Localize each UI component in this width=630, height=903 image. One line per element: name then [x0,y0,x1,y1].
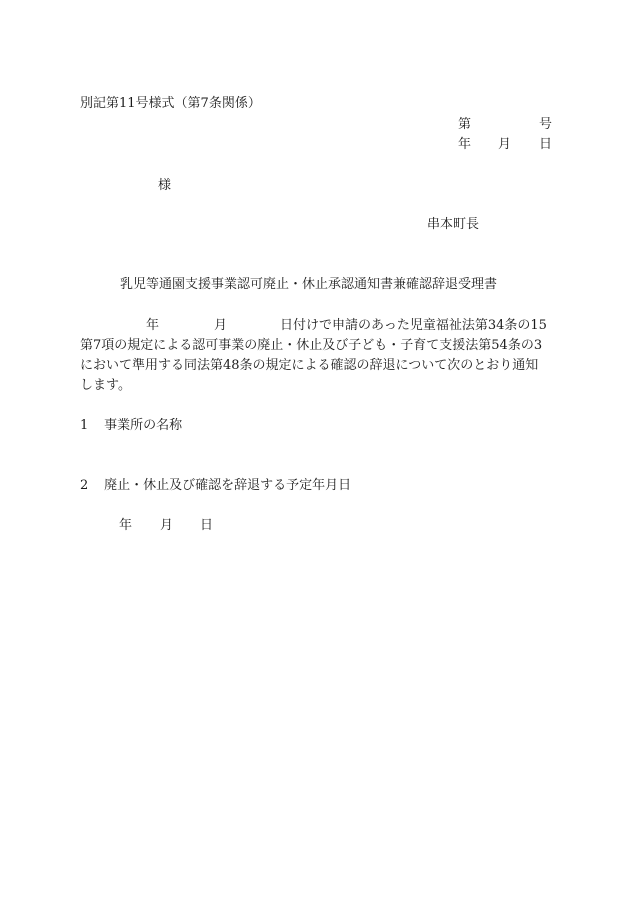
number-suffix: 号 [539,117,553,132]
planned-date-month: 月 [160,518,174,533]
body-date-month: 月 [214,318,228,333]
planned-date-year: 年 [119,518,133,533]
addressee-honorific: 様 [158,178,172,193]
item-planned-date [80,478,351,494]
issue-date-month: 月 [498,137,512,152]
issue-date-year: 年 [458,137,472,152]
planned-date-day: 日 [200,518,214,533]
body-line-2: 第7項の規定による認可事業の廃止・休止及び子ども・子育て支援法第54条の3 [80,338,543,353]
document-title: 乳児等通園支援事業認可廃止・休止承認通知書兼確認辞退受理書 [120,277,498,292]
item-label: 廃止・休止及び確認を辞退する予定年月日 [104,478,352,493]
item-facility-name [80,418,182,434]
form-label: 別記第11号様式（第7条関係） [80,96,261,111]
item-number: 2 [80,478,89,493]
body-date-year: 年 [146,318,160,333]
item-number: 1 [80,418,89,433]
number-prefix: 第 [458,117,472,132]
body-line-1-text: 日付けで申請のあった児童福祉法第34条の15 [280,318,547,333]
item-label: 事業所の名称 [104,418,183,433]
body-line-4: します。 [80,378,131,393]
body-line-3: において準用する同法第48条の規定による確認の辞退について次のとおり通知 [80,358,539,373]
issuer-name: 串本町長 [427,217,480,232]
issue-date-day: 日 [539,137,553,152]
